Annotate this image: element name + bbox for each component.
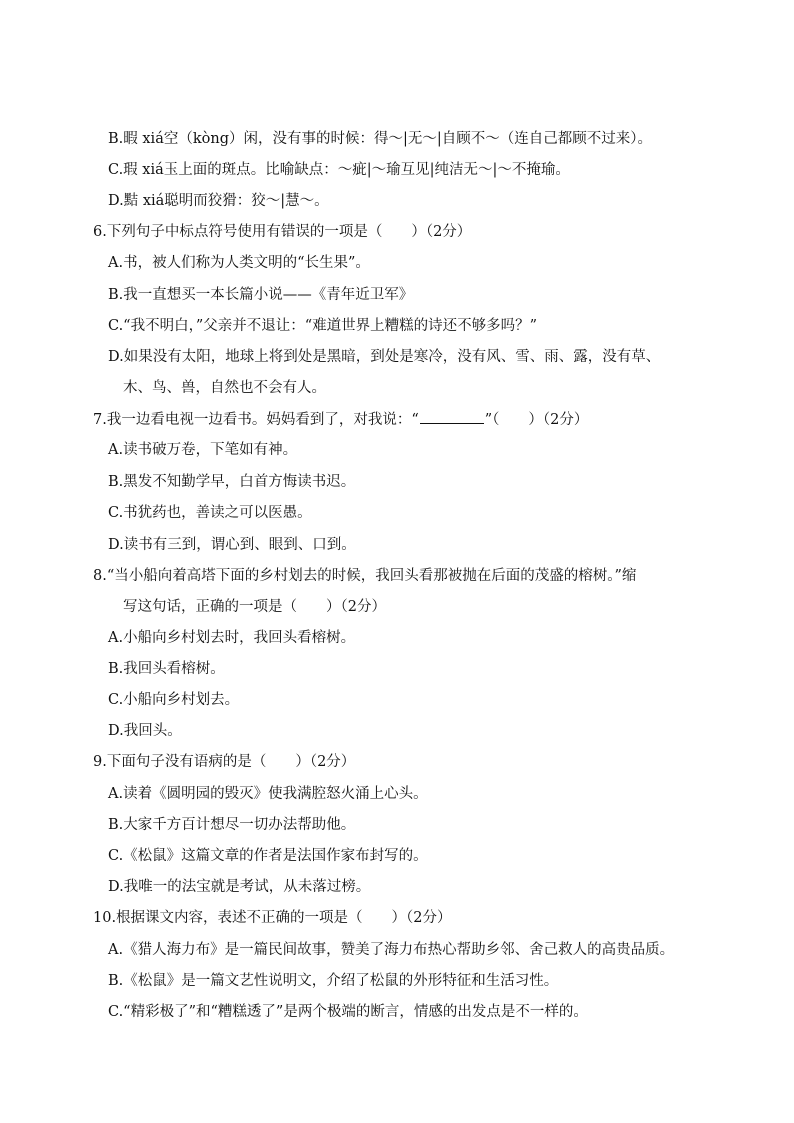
question-7 — [93, 409, 754, 430]
q6-option-d: D.如果没有太阳，地球上将到处是黑暗，到处是寒冷，没有风、雪、雨、露，没有草、 — [108, 349, 661, 365]
q8-option-b: B.我回头看榕树。 — [108, 661, 225, 677]
q5-option-b: B.暇 xiá空（kòng）闲，没有事的时候：得～|无～|自顾不～（连自己都顾不过来）。 — [108, 131, 652, 147]
q6-option-b: B.我一直想买一本长篇小说——《青年近卫军》 — [108, 287, 414, 303]
q9-option-a: A.读着《圆明园的毁灭》使我满腔怒火涌上心头。 — [108, 786, 428, 802]
answer-blank — [420, 409, 484, 424]
question-8-continued: 写这句话，正确的一项是（ ）（2分） — [123, 599, 386, 615]
q10-option-b: B.《松鼠》是一篇文艺性说明文，介绍了松鼠的外形特征和生活习性。 — [108, 973, 559, 989]
q7-option-d: D.读书有三到，谓心到、眼到、口到。 — [108, 537, 356, 553]
question-10: 10.根据课文内容，表述不正确的一项是（ ）（2分） — [93, 910, 452, 926]
q9-option-b: B.大家千方百计想尽一切办法帮助他。 — [108, 817, 356, 833]
q5-option-d: D.黠 xiá聪明而狡猾：狡～|慧～。 — [108, 193, 329, 209]
q10-option-c: C.“精彩极了”和“糟糕透了”是两个极端的断言，情感的出发点是不一样的。 — [108, 1004, 588, 1020]
q8-option-d: D.我回头。 — [108, 723, 182, 739]
question-6: 6.下列句子中标点符号使用有错误的一项是（ ）（2分） — [93, 224, 472, 240]
q6-option-c: C.“我不明白，”父亲并不退让：“难道世界上糟糕的诗还不够多吗？” — [108, 318, 538, 334]
question-7-text-after: ”（ ）（2分） — [484, 412, 589, 428]
q5-option-c: C.瑕 xiá玉上面的斑点。比喻缺点：～疵|～瑜互见|纯洁无～|～不掩瑜。 — [108, 162, 570, 178]
q6-option-d-continued: 木、鸟、兽，自然也不会有人。 — [123, 380, 326, 396]
q7-option-a: A.读书破万卷，下笔如有神。 — [108, 442, 298, 458]
question-9: 9.下面句子没有语病的是（ ）（2分） — [93, 754, 356, 770]
q6-option-a: A.书，被人们称为人类文明的“长生果”。 — [108, 255, 370, 271]
q9-option-c: C.《松鼠》这篇文章的作者是法国作家布封写的。 — [108, 848, 428, 864]
q9-option-d: D.我唯一的法宝就是考试，从未落过榜。 — [108, 879, 371, 895]
q8-option-a: A.小船向乡村划去时，我回头看榕树。 — [108, 630, 356, 646]
q7-option-c: C.书犹药也，善读之可以医愚。 — [108, 505, 312, 521]
q10-option-a: A.《猎人海力布》是一篇民间故事，赞美了海力布热心帮助乡邻、舍己救人的高贵品质。 — [108, 942, 675, 958]
question-7-text-before: 7.我一边看电视一边看书。妈妈看到了，对我说：“ — [93, 412, 419, 428]
q8-option-c: C.小船向乡村划去。 — [108, 692, 240, 708]
question-8: 8.“当小船向着高塔下面的乡村划去的时候，我回头看那被抛在后面的茂盛的榕树。”缩 — [93, 568, 637, 584]
q7-option-b: B.黑发不知勤学早，白首方悔读书迟。 — [108, 474, 356, 490]
